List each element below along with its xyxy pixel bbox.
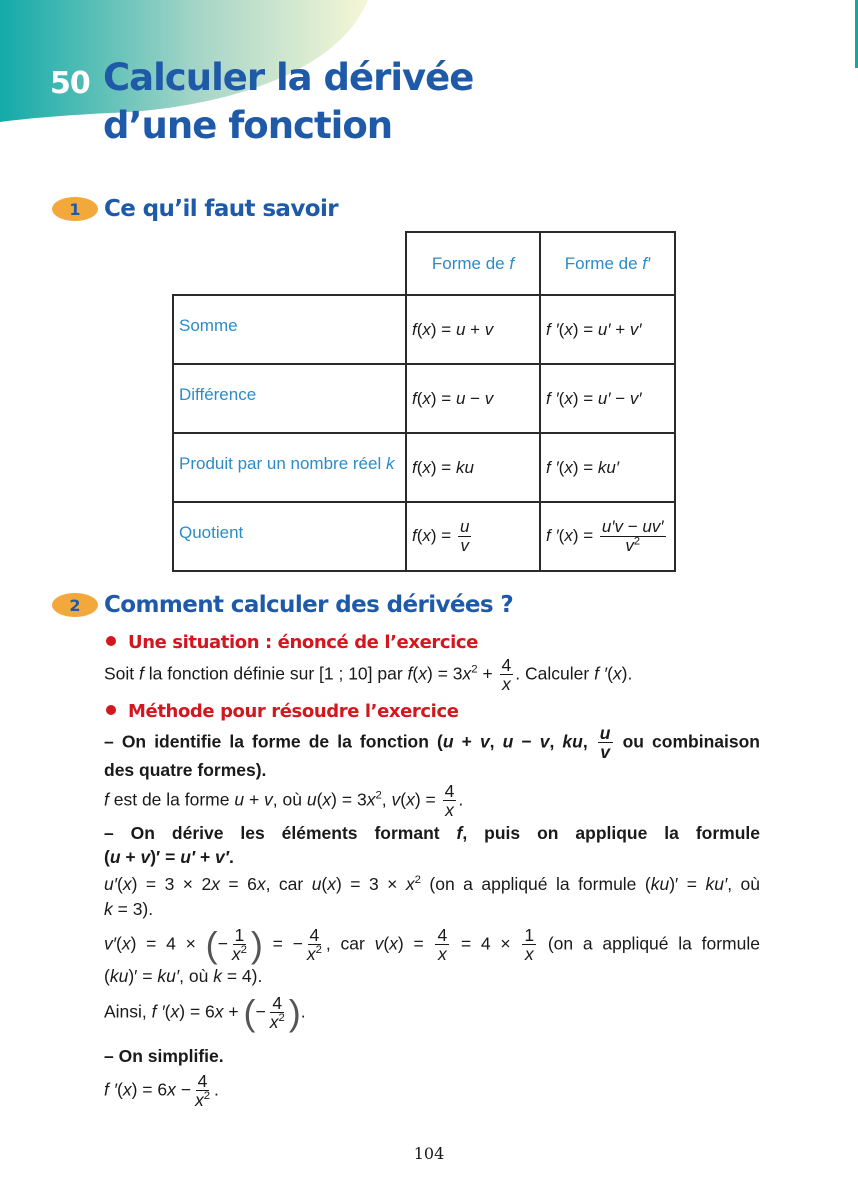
section-title: Comment calculer des dérivées ? xyxy=(104,592,514,618)
page-title-line-1: Calculer la dérivée xyxy=(103,56,474,99)
step-2-u-derivative-cont: k = 3). xyxy=(104,899,154,919)
final-result: f ′(x) = 6x − $\frac{4}{x^2}$ . xyxy=(104,1071,219,1111)
table-row xyxy=(173,295,675,364)
bullet-icon xyxy=(106,705,116,715)
section-number-badge: 1 xyxy=(52,197,98,221)
step-2-v-derivative: v′(x) = 4 × (− $\frac{1}{x^2}$ ) = − $\frac{4}{x^2}$ , car v(x) = $\frac{4}{x}$ = 4 × $\frac{1}{x}$ (on a appliqué la formule xyxy=(104,923,760,965)
step-2-v-derivative-cont: (ku)′ = ku′, où k = 4). xyxy=(104,966,263,986)
column-header-f: Forme de f xyxy=(406,232,540,295)
column-header-fprime: Forme de f′ xyxy=(540,232,675,295)
table-row xyxy=(173,433,675,502)
row-label: Quotient xyxy=(173,502,406,571)
form-f-cell: f(x) = u − v xyxy=(406,364,540,433)
method-heading: Méthode pour résoudre l’exercice xyxy=(106,701,459,722)
exercise-statement: Soit f la fonction définie sur [1 ; 10] par $f(x) = 3x^2$ + $\frac{4}{x}$ . Calculer f ′(x). xyxy=(104,655,633,695)
table-row xyxy=(173,364,675,433)
symbol-f: f xyxy=(509,253,515,273)
section-2-heading xyxy=(52,590,513,620)
method-step-1-cont: des quatre formes). xyxy=(104,760,267,780)
symbol-fprime: f′ xyxy=(642,253,651,273)
form-f-cell: f(x) = u + v xyxy=(406,295,540,364)
row-label: Somme xyxy=(173,295,406,364)
section-title: Ce qu’il faut savoir xyxy=(104,196,338,222)
page-title-line-2: d’une fonction xyxy=(103,104,393,147)
form-f-cell: f(x) = $\frac{u}{v}$ xyxy=(406,502,540,571)
row-label: Différence xyxy=(173,364,406,433)
section-number-badge: 2 xyxy=(52,593,98,617)
bullet-icon xyxy=(106,636,116,646)
derivative-forms-table xyxy=(172,231,676,572)
form-fprime-cell: f ′(x) = $\frac{u'v - uv'}{v^2}$ xyxy=(540,502,675,571)
method-step-2: – On dérive les éléments formant f, puis on applique la formule xyxy=(104,823,760,843)
row-label: Produit par un nombre réel k xyxy=(173,433,406,502)
form-fprime-cell: f ′(x) = u′ − v′ xyxy=(540,364,675,433)
table-header-row xyxy=(173,232,675,295)
chapter-number: 50 xyxy=(50,66,90,101)
table-row xyxy=(173,502,675,571)
step-2-u-derivative: u′(x) = 3 × 2x = 6x, car $u(x) = 3 \times x^2$ (on a appliqué la formule (ku)′ = ku′, où xyxy=(104,874,761,894)
method-step-3: – On simplifie. xyxy=(104,1046,224,1066)
form-fprime-cell: f ′(x) = u′ + v′ xyxy=(540,295,675,364)
step-1-result: f est de la forme u + v, où $u(x) = 3x^2$, v(x) = $\frac{4}{x}$ . xyxy=(104,781,464,821)
situation-heading: Une situation : énoncé de l’exercice xyxy=(106,632,478,653)
method-step-1: – On identifie la forme de la fonction (u + v, u − v, ku, $\frac{u}{v}$ ou combinaison xyxy=(104,723,760,763)
page-number: 104 xyxy=(413,1144,445,1163)
table-corner-cell xyxy=(173,232,406,295)
method-step-2-cont: (u + v)′ = u′ + v′. xyxy=(104,847,234,867)
form-f-cell: f(x) = ku xyxy=(406,433,540,502)
section-1-heading xyxy=(52,194,338,224)
form-fprime-cell: f ′(x) = ku′ xyxy=(540,433,675,502)
step-2-sum: Ainsi, f ′(x) = 6x + (− $\frac{4}{x^2}$ ). xyxy=(104,991,306,1033)
